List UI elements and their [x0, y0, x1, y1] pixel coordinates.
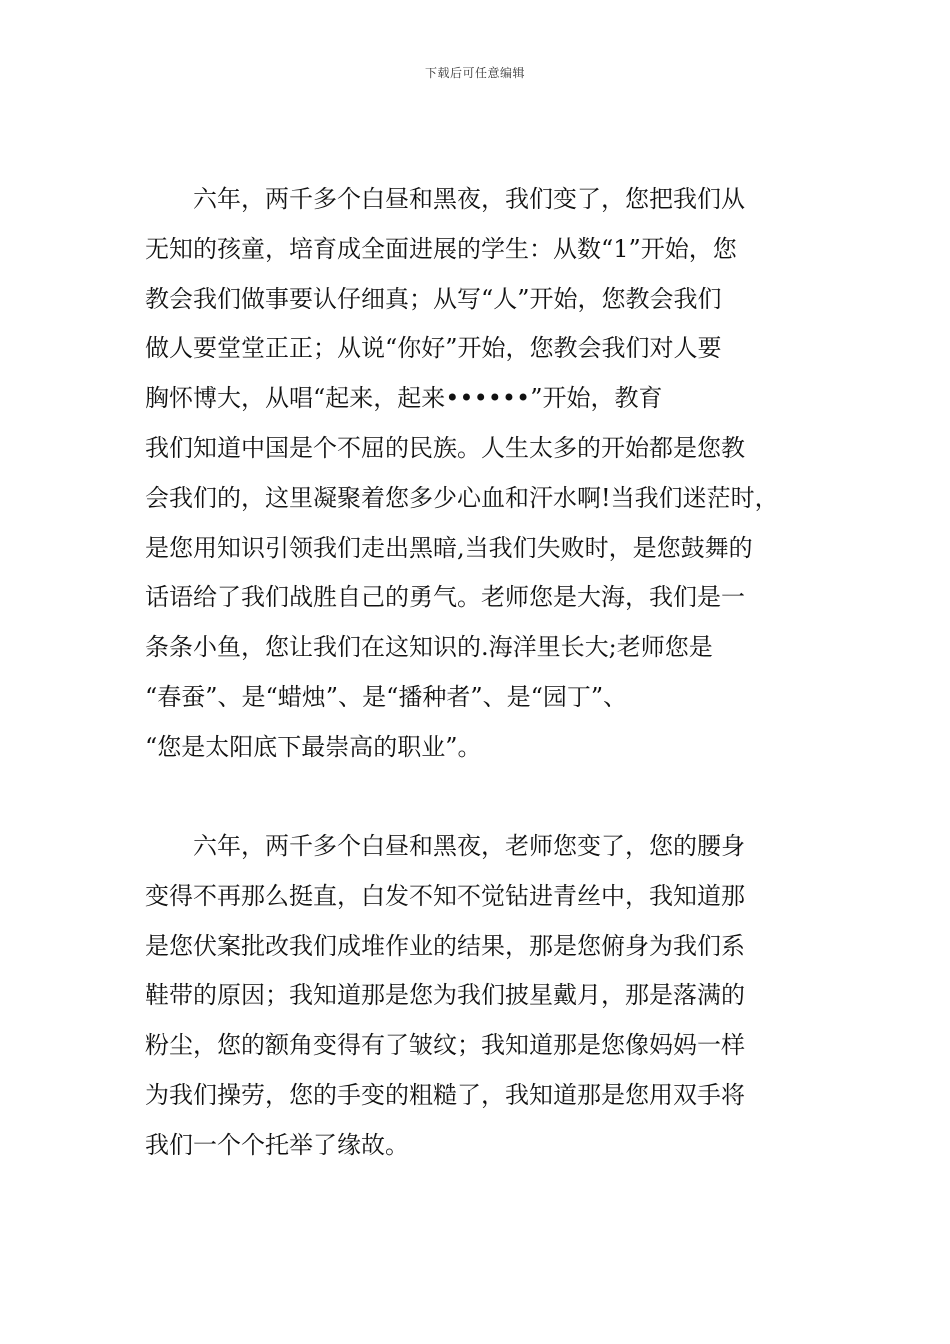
text-line: 做人要堂堂正正；从说“你好”开始，您教会我们对人要 [145, 334, 722, 363]
header-note: 下载后可任意编辑 [424, 66, 525, 80]
text-line: 是您伏案批改我们成堆作业的结果，那是您俯身为我们系 [145, 931, 745, 960]
text-line: 话语给了我们战胜自己的勇气。老师您是大海，我们是一 [145, 583, 745, 612]
text-line: 六年，两千多个白昼和黑夜，老师您变了，您的腰身 [145, 832, 745, 860]
text-line: 我们一个个托举了缘故。 [145, 1130, 409, 1159]
text-line: 是您用知识引领我们走出黑暗,当我们失败时，是您鼓舞的 [145, 533, 753, 562]
text-line: 胸怀博大，从唱“起来，起来••••••”开始，教育 [145, 384, 663, 413]
text-line: 六年，两千多个白昼和黑夜，我们变了，您把我们从 [145, 185, 745, 213]
text-line: 为我们操劳，您的手变的粗糙了，我知道那是您用双手将 [145, 1080, 745, 1109]
paragraph-2 [145, 822, 815, 1171]
text-line: 变得不再那么挺直，白发不知不觉钻进青丝中，我知道那 [145, 881, 745, 910]
text-line: 粉尘，您的额角变得有了皱纹；我知道那是您像妈妈一样 [145, 1031, 745, 1060]
text-line: 教会我们做事要认仔细真；从写“人”开始，您教会我们 [145, 284, 722, 313]
text-line: “您是太阳底下最崇高的职业”。 [145, 732, 482, 761]
text-line: 鞋带的原因；我知道那是您为我们披星戴月，那是落满的 [145, 981, 745, 1010]
paragraph-1 [145, 175, 815, 773]
text-line: 会我们的，这里凝聚着您多少心血和汗水啊!当我们迷茫时， [145, 483, 779, 512]
text-line: 条条小鱼，您让我们在这知识的.海洋里长大;老师您是 [145, 633, 713, 662]
text-line: 我们知道中国是个不屈的民族。人生太多的开始都是您教 [145, 433, 745, 462]
text-line: 无知的孩童，培育成全面进展的学生：从数“1”开始，您 [145, 234, 737, 263]
text-line: “春蚕”、是“蜡烛”、是“播种者”、是“园丁”、 [145, 682, 628, 711]
